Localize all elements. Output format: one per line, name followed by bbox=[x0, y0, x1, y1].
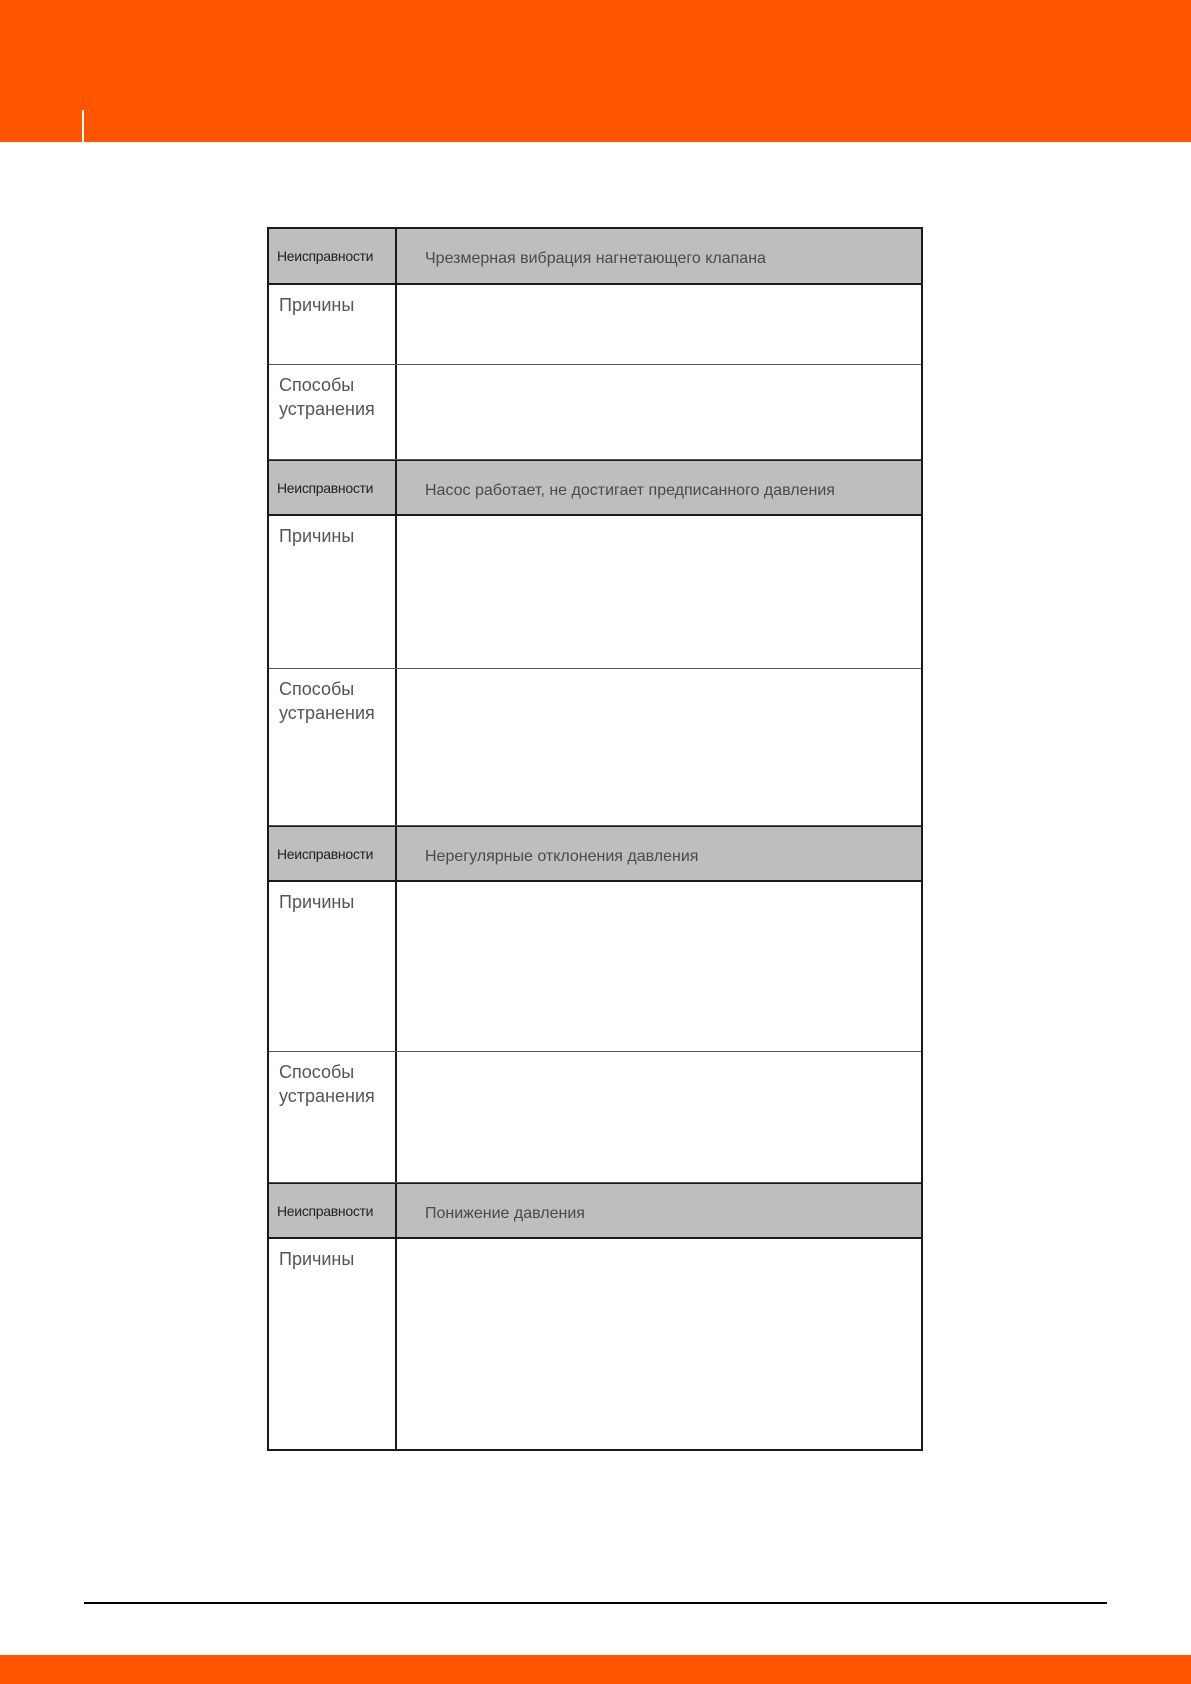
fault-description: Чрезмерная вибрация нагнетающего клапана bbox=[425, 250, 766, 267]
causes-label: Причины bbox=[269, 1239, 397, 1449]
causes-content bbox=[397, 1239, 921, 1449]
remedies-label-line1: Способы bbox=[279, 679, 355, 699]
fault-label: Неисправности bbox=[269, 827, 397, 880]
header-tick-mark bbox=[82, 110, 84, 142]
troubleshooting-table bbox=[267, 227, 923, 1451]
remedies-row bbox=[269, 1052, 921, 1183]
causes-content bbox=[397, 516, 921, 668]
remedies-row bbox=[269, 365, 921, 460]
remedies-label-line2: устранения bbox=[279, 399, 375, 419]
remedies-label-line1: Способы bbox=[279, 1062, 355, 1082]
fault-description: Нерегулярные отклонения давления bbox=[425, 847, 699, 865]
top-header-band bbox=[0, 0, 1191, 142]
fault-row bbox=[269, 460, 921, 516]
causes-content bbox=[397, 285, 921, 364]
remedies-label-line2: устранения bbox=[279, 1086, 375, 1106]
fault-label: Неисправности bbox=[269, 461, 397, 514]
fault-row bbox=[269, 826, 921, 882]
causes-row bbox=[269, 516, 921, 669]
footer-rule bbox=[84, 1602, 1107, 1604]
causes-row bbox=[269, 285, 921, 365]
fault-row bbox=[269, 229, 921, 285]
fault-row bbox=[269, 1183, 921, 1239]
causes-row bbox=[269, 1239, 921, 1449]
causes-row bbox=[269, 882, 921, 1052]
remedies-row bbox=[269, 669, 921, 826]
bottom-footer-band bbox=[0, 1655, 1191, 1684]
remedies-label-line2: устранения bbox=[279, 703, 375, 723]
fault-label: Неисправности bbox=[269, 1184, 397, 1237]
remedies-label-line1: Способы bbox=[279, 375, 355, 395]
causes-label: Причины bbox=[269, 882, 397, 1051]
causes-content bbox=[397, 882, 921, 1051]
remedies-content bbox=[397, 1052, 921, 1182]
remedies-label bbox=[269, 1052, 397, 1182]
causes-label: Причины bbox=[269, 516, 397, 668]
fault-description: Понижение давления bbox=[425, 1204, 585, 1222]
causes-label: Причины bbox=[269, 285, 397, 364]
remedies-content bbox=[397, 365, 921, 459]
fault-label: Неисправности bbox=[269, 229, 397, 283]
remedies-content bbox=[397, 669, 921, 825]
remedies-label bbox=[269, 365, 397, 459]
remedies-label bbox=[269, 669, 397, 825]
fault-description: Насос работает, не достигает предписанного давления bbox=[425, 481, 835, 499]
